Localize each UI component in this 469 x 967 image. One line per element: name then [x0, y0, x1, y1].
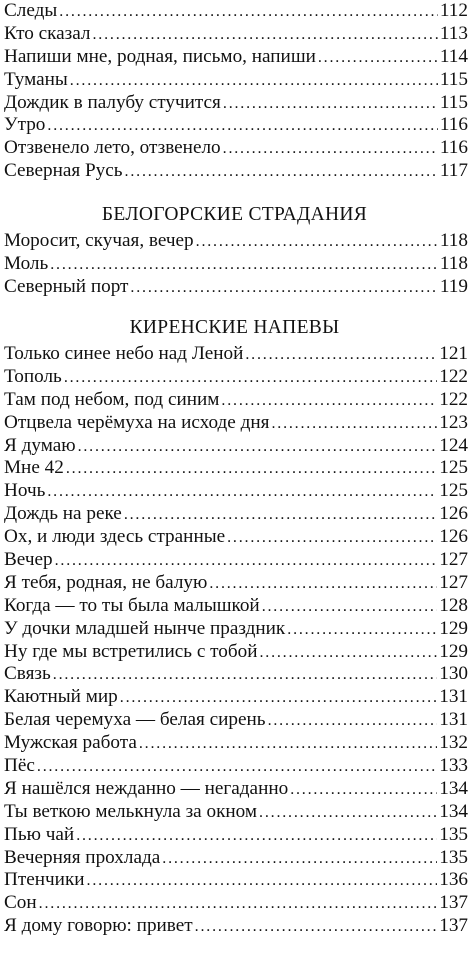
- toc-entry-page: 130: [439, 663, 468, 685]
- dot-leader: [47, 481, 437, 504]
- toc-entry-title: Тополь: [4, 365, 62, 387]
- toc-entry: [4, 92, 468, 115]
- toc-entry-page: 137: [439, 892, 468, 914]
- toc-entry-title: Мужская работа: [4, 732, 137, 754]
- toc-entry-title: Белая черемуха — белая сирень: [4, 709, 266, 731]
- toc-entry-page: 129: [439, 617, 468, 639]
- toc-entry-page: 116: [439, 114, 468, 136]
- toc-entry: [4, 23, 468, 46]
- toc-entry-page: 124: [439, 434, 468, 456]
- dot-leader: [130, 277, 438, 300]
- toc-entry: [4, 824, 468, 847]
- dot-leader: [162, 848, 437, 871]
- dot-leader: [268, 710, 438, 733]
- toc-entry: [4, 137, 468, 160]
- dot-leader: [259, 642, 437, 665]
- toc-entry-page: 122: [439, 365, 468, 387]
- toc-entry-title: Я тебя, родная, не балую: [4, 571, 208, 593]
- toc-entry-title: Утро: [4, 114, 46, 136]
- toc-entry: [4, 663, 468, 686]
- toc-entry-title: Только синее небо над Леной: [4, 343, 244, 364]
- toc-entry-title: Напиши мне, родная, письмо, напиши: [4, 45, 316, 67]
- dot-leader: [64, 367, 437, 390]
- toc-entry: [4, 778, 468, 801]
- toc-entry: [4, 230, 468, 253]
- toc-entry: [4, 869, 468, 892]
- toc-entry-title: Мне 42: [4, 457, 64, 479]
- dot-leader: [271, 413, 437, 436]
- toc-entry-page: 131: [439, 709, 468, 731]
- toc-entry-page: 126: [439, 526, 468, 548]
- toc-entry-page: 133: [439, 755, 468, 777]
- toc-entry-title: Каютный мир: [4, 686, 118, 708]
- toc-entry-page: 136: [439, 869, 468, 891]
- toc-entry-title: Моль: [4, 252, 49, 274]
- toc-entry-title: Пёс: [4, 755, 35, 777]
- dot-leader: [223, 93, 438, 116]
- dot-leader: [76, 825, 437, 848]
- toc-entry-page: 128: [439, 594, 468, 616]
- toc-entry: [4, 366, 468, 389]
- toc-entry-page: 126: [439, 503, 468, 525]
- toc-entry-title: Ох, и люди здесь странные: [4, 526, 226, 548]
- toc-entry-title: Я думаю: [4, 434, 76, 456]
- dot-leader: [318, 47, 438, 70]
- dot-leader: [47, 115, 438, 138]
- toc-entry-page: 137: [439, 915, 468, 937]
- toc-entry: [4, 46, 468, 69]
- toc-entry-page: 113: [439, 22, 468, 44]
- toc-entry: [4, 641, 468, 664]
- toc-entry-page: 134: [439, 777, 468, 799]
- toc-entry-title: Отзвенело лето, отзвенело: [4, 137, 221, 159]
- toc-entry: [4, 892, 468, 915]
- toc-entry-page: 118: [439, 252, 468, 274]
- toc-group: [4, 230, 468, 299]
- dot-leader: [66, 458, 437, 481]
- toc-entry: [4, 343, 468, 366]
- toc-entry-title: Сон: [4, 892, 37, 914]
- dot-leader: [53, 664, 437, 687]
- toc-entry: [4, 412, 468, 435]
- toc-entry: [4, 0, 468, 23]
- toc-entry: [4, 480, 468, 503]
- toc-entry-title: Кто сказал: [4, 22, 91, 44]
- toc-entry-title: Следы: [4, 0, 58, 21]
- toc-entry: [4, 549, 468, 572]
- toc-entry: [4, 457, 468, 480]
- dot-leader: [139, 733, 437, 756]
- dot-leader: [37, 756, 437, 779]
- dot-leader: [209, 573, 437, 596]
- dot-leader: [245, 344, 437, 367]
- toc-entry: [4, 435, 468, 458]
- toc-entry: [4, 915, 468, 938]
- toc-entry-page: 127: [439, 571, 468, 593]
- toc-entry-page: 125: [439, 457, 468, 479]
- toc-entry-title: Ты веткою мелькнула за окном: [4, 800, 258, 822]
- toc-entry-page: 115: [439, 68, 468, 90]
- toc-entry: [4, 276, 468, 299]
- toc-entry: [4, 847, 468, 870]
- toc-entry-page: 125: [439, 480, 468, 502]
- dot-leader: [290, 779, 437, 802]
- dot-leader: [195, 916, 438, 939]
- toc-entry-page: 112: [439, 0, 468, 21]
- dot-leader: [259, 802, 437, 825]
- toc-entry-title: У дочки младшей нынче праздник: [4, 617, 286, 639]
- dot-leader: [125, 161, 438, 184]
- section-heading: КИРЕНСКИЕ НАПЕВЫ: [129, 317, 340, 338]
- dot-leader: [93, 24, 438, 47]
- toc-entry: [4, 755, 468, 778]
- toc-entry-title: Дождь на реке: [4, 503, 122, 525]
- toc-entry-page: 131: [439, 686, 468, 708]
- dot-leader: [262, 596, 438, 619]
- dot-leader: [87, 870, 438, 893]
- toc-entry-title: Там под небом, под синим: [4, 388, 220, 410]
- dot-leader: [55, 550, 438, 573]
- toc-entry: [4, 572, 468, 595]
- toc-entry: [4, 709, 468, 732]
- dot-leader: [227, 527, 437, 550]
- toc-entry-page: 121: [439, 343, 468, 364]
- dot-leader: [196, 231, 438, 254]
- toc-entry-page: 114: [439, 45, 468, 67]
- dot-leader: [59, 1, 438, 24]
- toc-entry-title: Вечер: [4, 549, 53, 571]
- toc-entry-title: Северная Русь: [4, 160, 123, 182]
- toc-entry-title: Птенчики: [4, 869, 85, 891]
- toc-entry: [4, 595, 468, 618]
- dot-leader: [39, 893, 438, 916]
- toc-entry-title: Я нашёлся нежданно — негаданно: [4, 777, 289, 799]
- toc-entry: [4, 801, 468, 824]
- toc-group: [4, 0, 468, 183]
- toc-entry: [4, 526, 468, 549]
- dot-leader: [223, 138, 438, 161]
- toc-entry-page: 134: [439, 800, 468, 822]
- toc-entry-page: 127: [439, 549, 468, 571]
- dot-leader: [70, 70, 438, 93]
- toc-entry-page: 116: [439, 137, 468, 159]
- toc-entry: [4, 389, 468, 412]
- toc-entry: [4, 618, 468, 641]
- toc-entry-title: Ну где мы встретились с тобой: [4, 640, 258, 662]
- dot-leader: [50, 254, 438, 277]
- toc-entry-title: Дождик в палубу стучится: [4, 91, 221, 113]
- toc-entry-title: Отцвела черёмуха на исходе дня: [4, 411, 270, 433]
- dot-leader: [221, 390, 437, 413]
- toc-entry-title: Северный порт: [4, 275, 129, 297]
- toc-entry-page: 119: [439, 275, 468, 297]
- toc-entry-title: Вечерняя прохлада: [4, 846, 161, 868]
- toc-entry-page: 135: [439, 846, 468, 868]
- toc-entry: [4, 114, 468, 137]
- toc-entry-page: 117: [439, 160, 468, 182]
- toc-entry-title: Пью чай: [4, 823, 75, 845]
- toc-entry: [4, 732, 468, 755]
- dot-leader: [287, 619, 437, 642]
- toc-entry-title: Связь: [4, 663, 51, 685]
- toc-entry-page: 115: [439, 91, 468, 113]
- toc-entry-title: Ночь: [4, 480, 46, 502]
- toc-entry-page: 123: [439, 411, 468, 433]
- toc-entry: [4, 160, 468, 183]
- toc-entry: [4, 686, 468, 709]
- toc-entry: [4, 503, 468, 526]
- toc-entry-page: 122: [439, 388, 468, 410]
- dot-leader: [78, 436, 438, 459]
- toc-entry-page: 129: [439, 640, 468, 662]
- toc-entry-title: Моросит, скучая, вечер: [4, 230, 194, 251]
- section-heading: БЕЛОГОРСКИЕ СТРАДАНИЯ: [101, 204, 368, 225]
- dot-leader: [124, 504, 437, 527]
- toc-group: [4, 343, 468, 938]
- toc-entry-page: 135: [439, 823, 468, 845]
- toc-entry: [4, 253, 468, 276]
- toc-entry-page: 132: [439, 732, 468, 754]
- toc-entry-title: Когда — то ты была малышкой: [4, 594, 260, 616]
- toc-entry-title: Туманы: [4, 68, 68, 90]
- toc-entry: [4, 69, 468, 92]
- dot-leader: [120, 687, 437, 710]
- toc-entry-title: Я дому говорю: привет: [4, 915, 193, 937]
- toc-entry-page: 118: [439, 230, 468, 251]
